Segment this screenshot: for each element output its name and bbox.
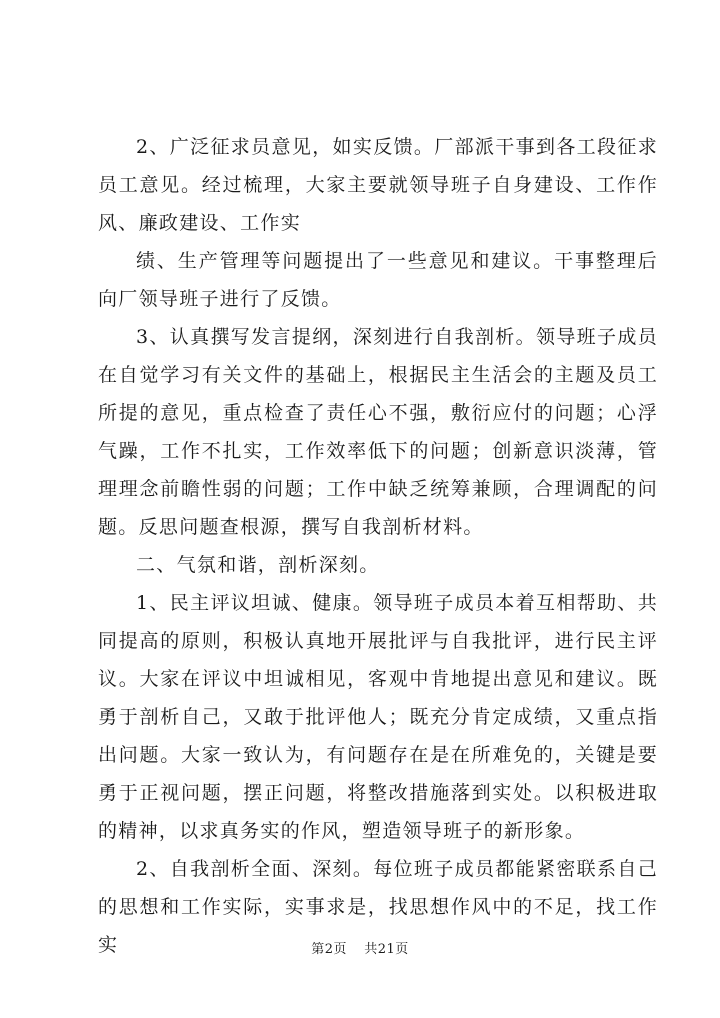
paragraph-item-1-democratic-review: 1、民主评议坦诚、健康。领导班子成员本着互相帮助、共同提高的原则，积极认真地开展批评与自我批评，进行民主评议。大家在评议中坦诚相见，客观中肯地提出意见和建议。既勇于剖析自己，又敢于批评他人；既充分肯定成绩，又重点指出问题。大家一致认为，有问题存在是在所难免的，关键是要勇于正视问题，摆正问题，将整改措施落到实处。以积极进取的精神，以求真务实的作风，塑造领导班子的新形象。 — [98, 592, 658, 842]
document-body — [98, 128, 658, 964]
total-pages: 共21页 — [364, 942, 409, 957]
section-heading-two: 二、气氛和谐，剖析深刻。 — [136, 554, 380, 576]
page-footer — [0, 938, 720, 957]
page-number: 第2页 — [311, 942, 347, 957]
paragraph-continuation-feedback: 绩、生产管理等问题提出了一些意见和建议。干事整理后向厂领导班子进行了反馈。 — [98, 250, 658, 310]
paragraph-item-2-self-criticism: 2、自我剖析全面、深刻。每位班子成员都能紧密联系自己的思想和工作实际，实事求是，找思想作风中的不足，找工作实 — [98, 858, 658, 956]
paragraph-item-3-self-analysis: 3、认真撰写发言提纲，深刻进行自我剖析。领导班子成员在自觉学习有关文件的基础上，根据民主生活会的主题及员工所提的意见，重点检查了责任心不强，敷衍应付的问题；心浮气躁，工作不扎实，工作效率低下的问题；创新意识淡薄，管理理念前瞻性弱的问题；工作中缺乏统筹兼顾，合理调配的问题。反思问题查根源，撰写自我剖析材料。 — [98, 326, 658, 538]
paragraph-item-2-solicit-opinions: 2、广泛征求员意见，如实反馈。厂部派干事到各工段征求员工意见。经过梳理，大家主要就领导班子自身建设、工作作风、廉政建设、工作实 — [98, 136, 658, 234]
